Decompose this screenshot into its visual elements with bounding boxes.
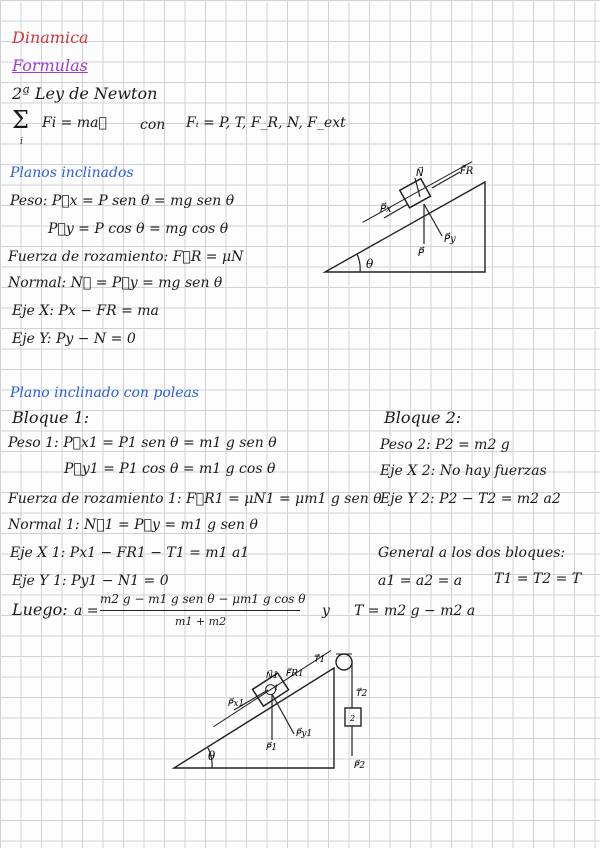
planos-heading: Planos inclinados bbox=[10, 165, 134, 181]
newton-forces: Fᵢ = P, T, F_R, N, F_ext bbox=[186, 115, 346, 131]
poleas-heading: Plano inclinado con poleas bbox=[10, 385, 200, 401]
label-n1: N⃗1 bbox=[266, 671, 279, 681]
peso-py-formula: P⃗y = P cos θ = mg cos θ bbox=[48, 221, 229, 237]
py-arrow bbox=[424, 204, 442, 236]
peso2-formula: Peso 2: P2 = m2 g bbox=[380, 437, 510, 453]
inclined-plane-diagram bbox=[320, 160, 500, 280]
tension-equality: T1 = T2 = T bbox=[494, 571, 582, 587]
label-fr1: F⃗R1 bbox=[286, 669, 304, 679]
friction-force-arrow bbox=[432, 172, 460, 188]
label-friction: F⃗R bbox=[460, 166, 474, 177]
rozamiento-formula: Fuerza de rozamiento: F⃗R = μN bbox=[8, 249, 244, 265]
eje-x1-formula: Eje X 1: Px1 − FR1 − T1 = m1 a1 bbox=[10, 545, 250, 561]
bloque1-title: Bloque 1: bbox=[12, 408, 90, 427]
label-t1: T⃗1 bbox=[314, 655, 326, 665]
peso-px-formula: Peso: P⃗x = P sen θ = mg sen θ bbox=[10, 193, 235, 209]
bloque2-title: Bloque 2: bbox=[384, 408, 462, 427]
page-subtitle: Formulas bbox=[12, 56, 88, 75]
label-t2: T⃗2 bbox=[356, 689, 368, 699]
eje-x-formula: Eje X: Px − FR = ma bbox=[12, 303, 159, 319]
label-py: P⃗y bbox=[444, 234, 456, 245]
angle-arc bbox=[357, 254, 360, 272]
pulley-wheel bbox=[336, 654, 352, 670]
peso1-py-formula: P⃗y1 = P1 cos θ = m1 g cos θ bbox=[64, 461, 276, 477]
fraction-denominator: m1 + m2 bbox=[175, 615, 227, 628]
label-theta2: θ bbox=[208, 749, 216, 763]
accel-equality: a1 = a2 = a bbox=[378, 573, 463, 589]
incline-triangle bbox=[325, 182, 485, 272]
eje-y1-formula: Eje Y 1: Py1 − N1 = 0 bbox=[12, 573, 169, 589]
fraction-numerator: m2 g − m1 g sen θ − μm1 g cos θ bbox=[100, 592, 306, 606]
luego-label: Luego: bbox=[12, 600, 68, 619]
label-normal: N⃗ bbox=[416, 168, 424, 179]
fraction-bar bbox=[100, 610, 300, 611]
label-px: P⃗x bbox=[380, 204, 392, 215]
luego-a: a = bbox=[74, 603, 99, 619]
label-weight: P⃗ bbox=[418, 248, 425, 259]
summation-index: i bbox=[20, 137, 23, 147]
general-label: General a los dos bloques: bbox=[378, 545, 566, 561]
label-block1-number: 1 bbox=[274, 684, 279, 692]
newton-formula: Fi = ma⃗ bbox=[42, 115, 107, 131]
eje-y-formula: Eje Y: Py − N = 0 bbox=[12, 331, 136, 347]
label-px1: P⃗x1 bbox=[228, 699, 245, 709]
pulley-diagram bbox=[168, 640, 388, 790]
eje-x2-formula: Eje X 2: No hay fuerzas bbox=[380, 463, 547, 479]
peso1-px-formula: Peso 1: P⃗x1 = P1 sen θ = m1 g sen θ bbox=[8, 435, 277, 451]
normal1-formula: Normal 1: N⃗1 = P⃗y = m1 g sen θ bbox=[8, 517, 258, 533]
y-conjunction: y bbox=[322, 603, 330, 619]
newton-con: con bbox=[140, 117, 166, 133]
summation-symbol: Σ bbox=[12, 106, 29, 134]
label-p1: P⃗1 bbox=[266, 743, 278, 753]
newton-title: 2ª Ley de Newton bbox=[12, 84, 158, 103]
incline2-triangle bbox=[174, 668, 334, 768]
label-theta: θ bbox=[366, 257, 374, 271]
normal-formula: Normal: N⃗ = P⃗y = mg sen θ bbox=[8, 275, 223, 291]
eje-y2-formula: Eje Y 2: P2 − T2 = m2 a2 bbox=[380, 491, 561, 507]
tension-formula: T = m2 g − m2 a bbox=[354, 603, 476, 619]
label-py1: P⃗y1 bbox=[296, 729, 313, 739]
label-block2-number: 2 bbox=[350, 714, 356, 723]
label-p2: P⃗2 bbox=[354, 761, 366, 771]
rozamiento1-formula: Fuerza de rozamiento 1: F⃗R1 = μN1 = μm1 g sen θ bbox=[8, 491, 382, 507]
page-title: Dinamica bbox=[12, 28, 89, 47]
